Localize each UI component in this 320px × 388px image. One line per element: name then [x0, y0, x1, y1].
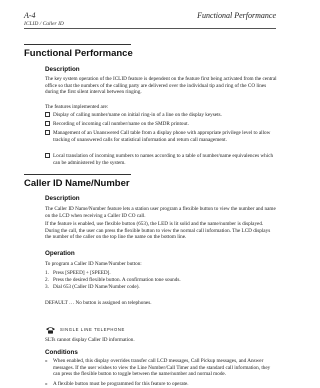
section-rule	[24, 44, 131, 45]
feature-list-item: Management of an Unanswered Call table from a display phone with appropriate privilege level to allow tracking of unanswered calls for statistical information and return call management.	[45, 130, 277, 143]
slt-note: SLTs cannot display Caller ID information.	[45, 337, 135, 343]
condition-item: » A flexible button must be programmed for this feature to operate.	[45, 381, 189, 387]
checkbox-bullet-icon	[45, 121, 50, 126]
operation-intro: To program a Caller ID Name/Number button:	[45, 261, 142, 267]
double-chevron-bullet-icon: »	[45, 358, 48, 364]
double-chevron-bullet-icon: »	[45, 381, 48, 387]
subheading-operation: Operation	[45, 250, 75, 257]
feature-list-item: Display of calling number/name on initial ring-in of a line on the display keysets.	[45, 112, 277, 119]
step-item: 3. Dial 653 (Caller ID Name/Number code).	[45, 284, 140, 290]
running-title: Functional Performance	[197, 11, 276, 20]
header-rule	[24, 28, 276, 29]
description-paragraph: The key system operation of the ICLID feature is dependent on the feature first being activated from the central office so that the numbers of the calling party are delivered over the individual tip and ring of the CO lines during the first silent interval between ringing.	[45, 76, 277, 96]
subheading-description: Description	[45, 66, 80, 73]
checkbox-bullet-icon	[45, 153, 50, 158]
phone-handset-icon	[45, 326, 56, 334]
features-intro: The features implemented are:	[45, 104, 109, 110]
page-number: A-4	[24, 11, 36, 20]
feature-list-item: Local translation of incoming numbers to names according to a table of number/name equivalences which can be administered by the system.	[45, 153, 277, 166]
section-rule	[24, 174, 131, 175]
running-subtitle: ICLID / Caller ID	[24, 21, 64, 27]
condition-item: » When enabled, this display overrides transfer call LCD messages, Call Pickup messages, and Answer messages. If the user wishes to view the Line Number/Call Timer and the standard call information, they can press the flexible button to toggle between the name/number and normal mode.	[45, 358, 271, 378]
single-line-telephone-label: SINGLE LINE TELEPHONE	[45, 326, 165, 334]
description-paragraph: If the feature is enabled, use flexible button (653), the LED is lit solid and the name/number is displayed. During the call, the user can press the flexible button to view the normal call information. The LCD displays the number of the caller on the top line the name on the bottom line.	[45, 221, 271, 241]
section-heading-functional-performance: Functional Performance	[24, 48, 133, 59]
step-item: 1. Press [SPEED] + [SPEED].	[45, 270, 111, 276]
section-heading-caller-id: Caller ID Name/Number	[24, 178, 130, 189]
checkbox-bullet-icon	[45, 112, 50, 117]
step-item: 2. Press the desired flexible button. A confirmation tone sounds.	[45, 277, 181, 283]
subheading-description: Description	[45, 195, 80, 202]
feature-list-item: Recording of incoming call number/name on the SMDR printout.	[45, 121, 277, 128]
checkbox-bullet-icon	[45, 130, 50, 135]
description-paragraph: The Caller ID Name/Number feature lets a station user program a flexible button to view the number and name on the LCD when receiving a Caller ID CO call.	[45, 206, 276, 219]
default-note: DEFAULT … No button is assigned on telephones.	[45, 300, 152, 306]
subheading-conditions: Conditions	[45, 349, 78, 356]
